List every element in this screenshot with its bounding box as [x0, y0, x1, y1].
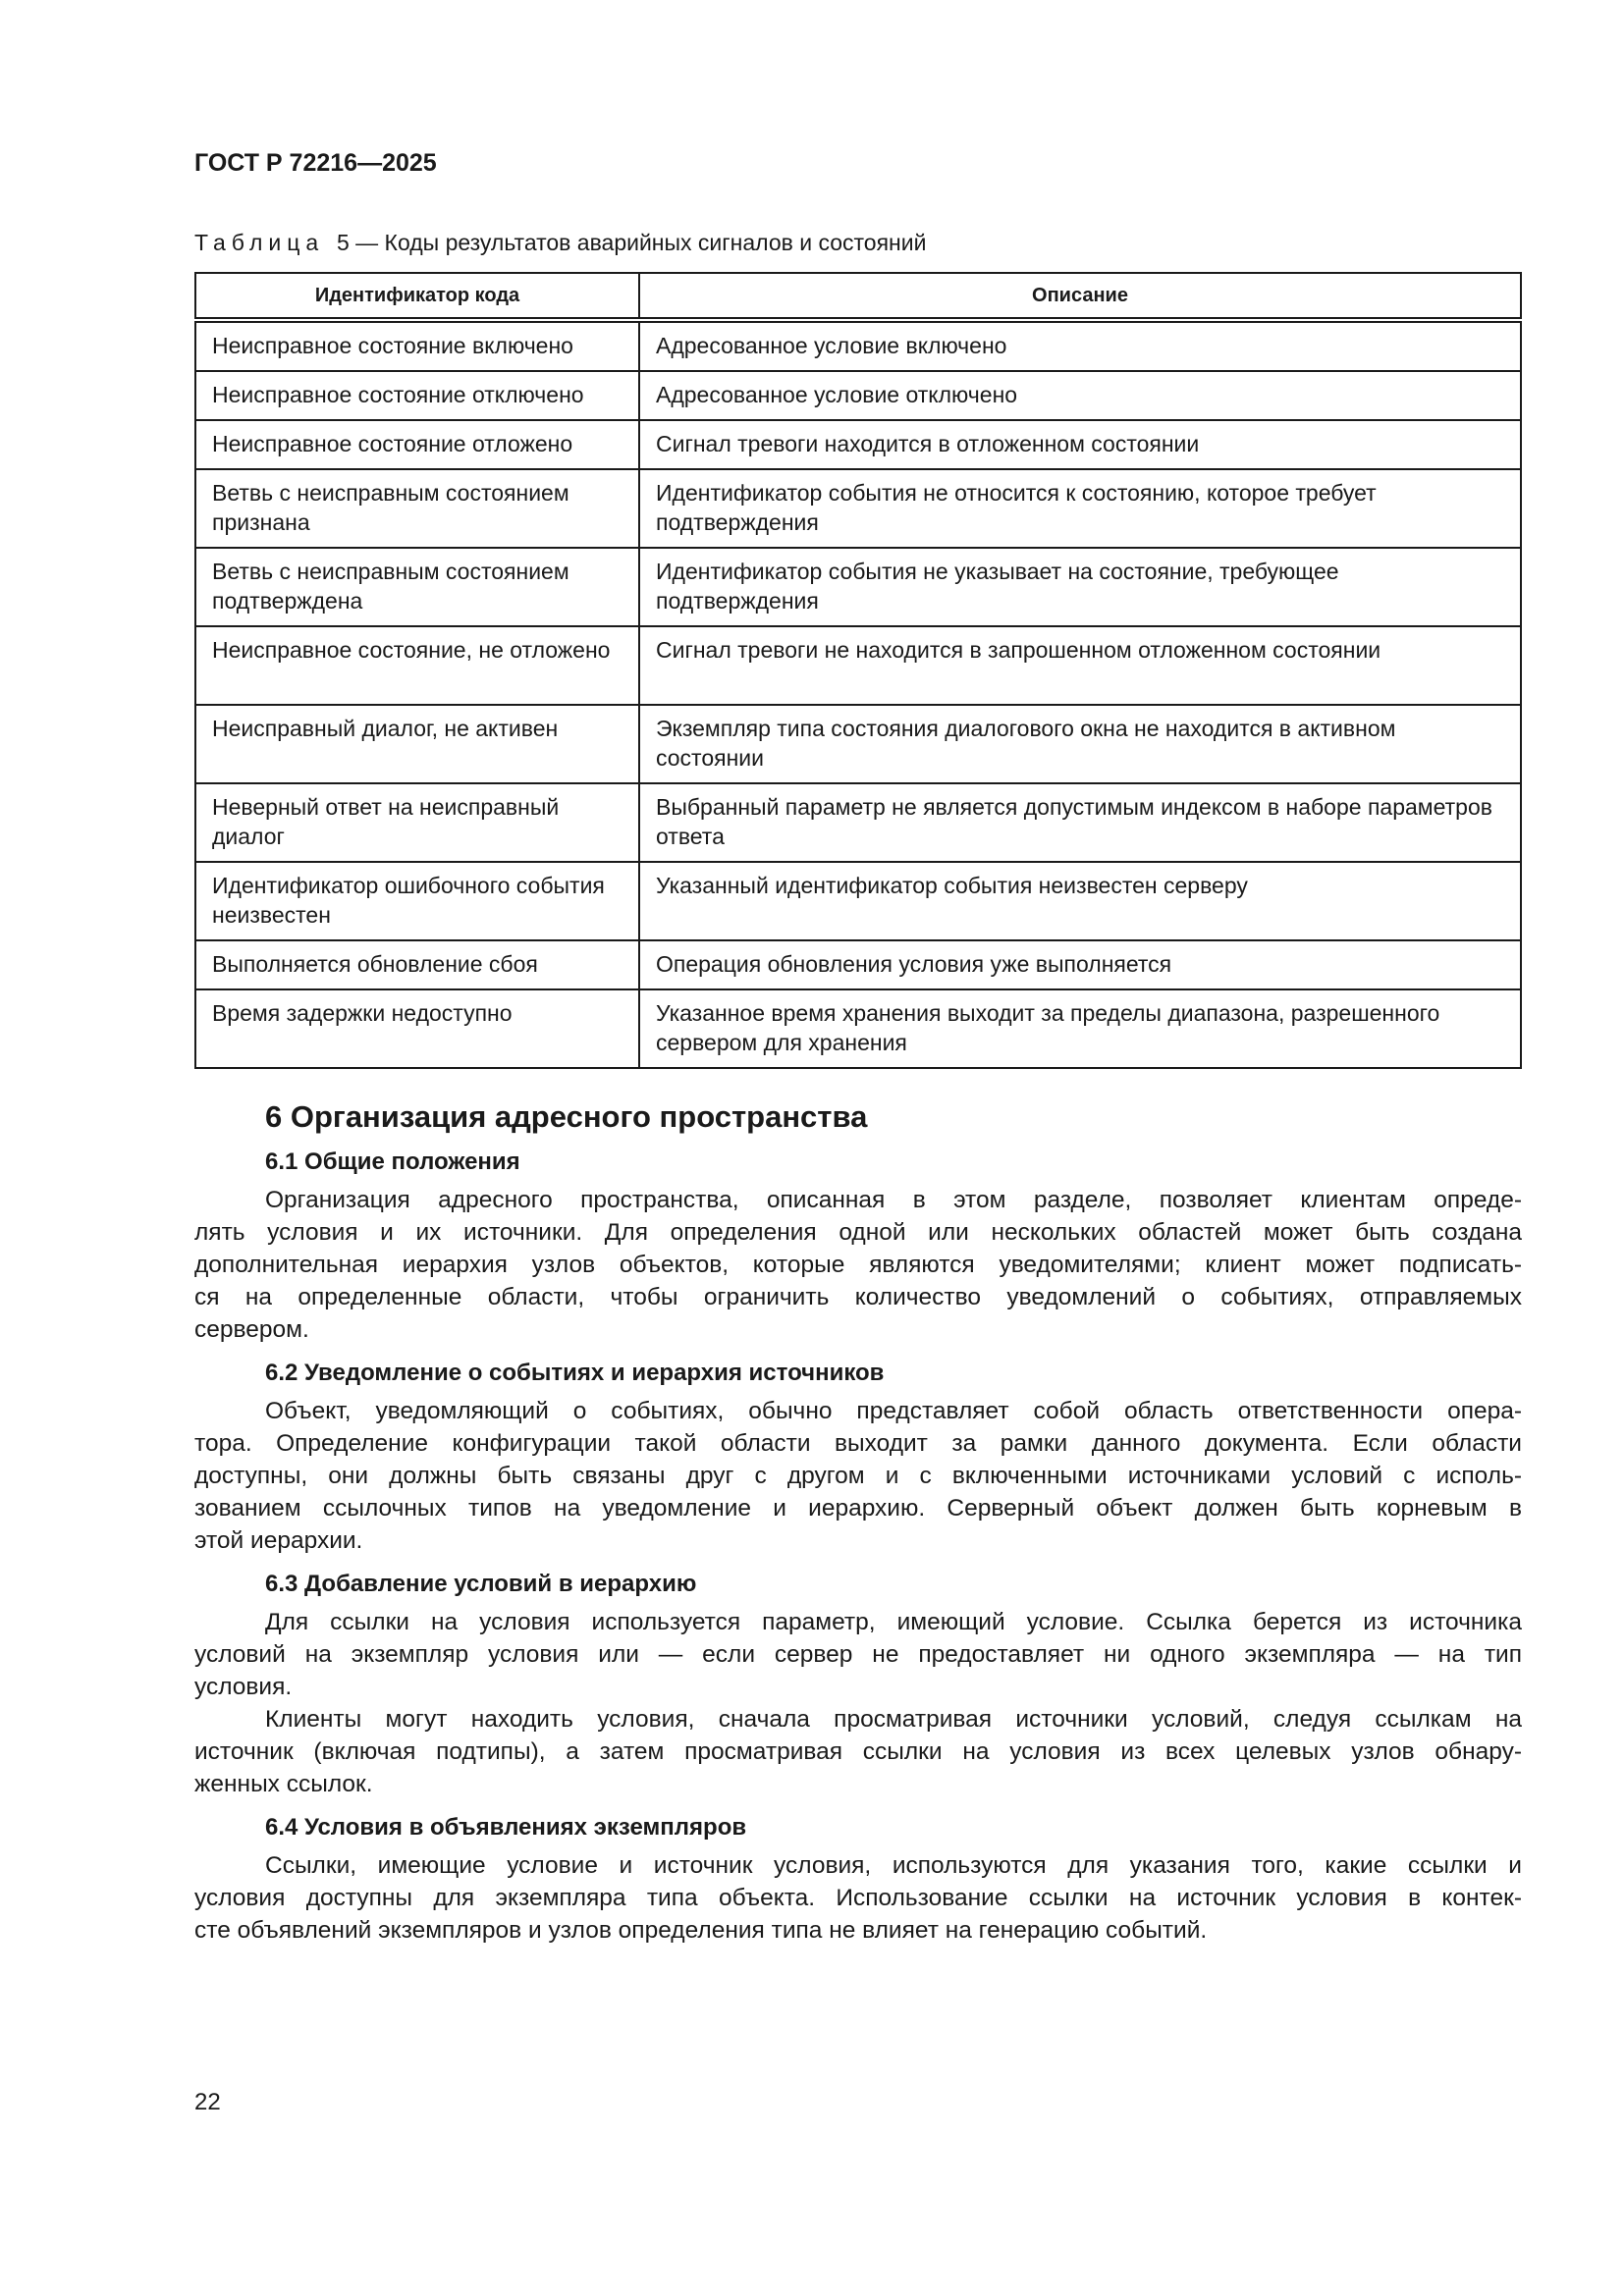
caption-number: 5: [336, 230, 350, 255]
paragraph: [194, 1184, 1522, 1346]
code-identifier-cell: Время задержки недоступно: [195, 989, 639, 1068]
description-cell: Указанный идентификатор события неизвестен серверу: [639, 862, 1521, 940]
table-row: [195, 626, 1521, 705]
paragraph-line: тора. Определение конфигурации такой области выходит за рамки данного документа. Если области: [194, 1430, 1522, 1457]
paragraph-line: сервером.: [194, 1316, 309, 1343]
paragraph-line: ся на определенные области, чтобы ограничить количество уведомлений о событиях, отправляемых: [194, 1284, 1522, 1310]
paragraph-line: сте объявлений экземпляров и узлов определения типа не влияет на генерацию событий.: [194, 1917, 1208, 1944]
result-codes-table: [194, 272, 1522, 1069]
document-id: ГОСТ Р 72216—2025: [194, 149, 437, 177]
table-row: [195, 705, 1521, 783]
subsection-title: 6.4 Условия в объявлениях экземпляров: [265, 1814, 747, 1841]
paragraph-line: источник (включая подтипы), а затем просматривая ссылки на условия из всех целевых узлов обнару-: [194, 1738, 1522, 1765]
section-title: 6 Организация адресного пространства: [265, 1099, 868, 1134]
description-cell: Идентификатор события не относится к состоянию, которое требует подтверждения: [639, 469, 1521, 548]
code-identifier-cell: Выполняется обновление сбоя: [195, 940, 639, 989]
code-identifier-cell: Ветвь с неисправным состоянием признана: [195, 469, 639, 548]
table-row: [195, 469, 1521, 548]
table-row: [195, 420, 1521, 469]
paragraph-line: условий на экземпляр условия или — если сервер не предоставляет ни одного экземпляра — на тип: [194, 1641, 1522, 1668]
code-identifier-cell: Неисправное состояние, не отложено: [195, 626, 639, 705]
table-row: [195, 783, 1521, 862]
description-cell: Сигнал тревоги не находится в запрошенном отложенном состоянии: [639, 626, 1521, 705]
table-row: [195, 940, 1521, 989]
description-cell: Выбранный параметр не является допустимым индексом в наборе параметров ответа: [639, 783, 1521, 862]
description-cell: Сигнал тревоги находится в отложенном состоянии: [639, 420, 1521, 469]
paragraph: [194, 1606, 1522, 1703]
table-row: [195, 548, 1521, 626]
description-cell: Идентификатор события не указывает на состояние, требующее подтверждения: [639, 548, 1521, 626]
code-identifier-cell: Неисправное состояние включено: [195, 320, 639, 371]
paragraph: [194, 1703, 1522, 1800]
caption-label: Таблица: [194, 230, 325, 255]
description-cell: Указанное время хранения выходит за пределы диапазона, разрешенного сервером для хранения: [639, 989, 1521, 1068]
paragraph-line: лять условия и их источники. Для определения одной или нескольких областей может быть создана: [194, 1219, 1522, 1246]
subsection-title: 6.3 Добавление условий в иерархию: [265, 1571, 697, 1597]
table-row: [195, 989, 1521, 1068]
table-row: [195, 320, 1521, 371]
paragraph-line: Клиенты могут находить условия, сначала просматривая источники условий, следуя ссылкам на: [265, 1706, 1522, 1733]
paragraph-line: Организация адресного пространства, описанная в этом разделе, позволяет клиентам опреде-: [265, 1187, 1522, 1213]
code-identifier-cell: Неверный ответ на неисправный диалог: [195, 783, 639, 862]
code-identifier-cell: Неисправный диалог, не активен: [195, 705, 639, 783]
paragraph-line: Ссылки, имеющие условие и источник условия, используются для указания того, какие ссылки и: [265, 1852, 1522, 1879]
table-caption: [194, 230, 926, 256]
column-header-description: Описание: [639, 273, 1521, 320]
description-cell: Экземпляр типа состояния диалогового окна не находится в активном состоянии: [639, 705, 1521, 783]
page-number: 22: [194, 2089, 221, 2115]
description-cell: Адресованное условие отключено: [639, 371, 1521, 420]
paragraph-line: этой иерархии.: [194, 1527, 363, 1554]
code-identifier-cell: Идентификатор ошибочного события неизвестен: [195, 862, 639, 940]
section-6: [194, 1099, 1522, 1947]
code-identifier-cell: Неисправное состояние отложено: [195, 420, 639, 469]
caption-text: — Коды результатов аварийных сигналов и состояний: [349, 230, 927, 255]
paragraph-line: Объект, уведомляющий о событиях, обычно представляет собой область ответственности опера-: [265, 1398, 1522, 1424]
subsection-title: 6.2 Уведомление о событиях и иерархия источников: [265, 1360, 885, 1386]
paragraph: [194, 1395, 1522, 1557]
code-identifier-cell: Неисправное состояние отключено: [195, 371, 639, 420]
subsection-title: 6.1 Общие положения: [265, 1148, 520, 1175]
table-header-row: [195, 273, 1521, 320]
description-cell: Операция обновления условия уже выполняется: [639, 940, 1521, 989]
code-identifier-cell: Ветвь с неисправным состоянием подтверждена: [195, 548, 639, 626]
table-row: [195, 862, 1521, 940]
table-row: [195, 371, 1521, 420]
paragraph-line: дополнительная иерархия узлов объектов, которые являются уведомителями; клиент может подписать-: [194, 1252, 1522, 1278]
paragraph: [194, 1849, 1522, 1947]
description-cell: Адресованное условие включено: [639, 320, 1521, 371]
paragraph-line: зованием ссылочных типов на уведомление и иерархию. Серверный объект должен быть корневым в: [194, 1495, 1522, 1522]
paragraph-line: Для ссылки на условия используется параметр, имеющий условие. Ссылка берется из источника: [265, 1609, 1522, 1635]
paragraph-line: условия.: [194, 1674, 293, 1700]
paragraph-line: женных ссылок.: [194, 1771, 373, 1797]
paragraph-line: условия доступны для экземпляра типа объекта. Использование ссылки на источник условия в контек-: [194, 1885, 1522, 1911]
paragraph-line: доступны, они должны быть связаны друг с другом и с включенными источниками условий с исполь-: [194, 1463, 1522, 1489]
column-header-code-id: Идентификатор кода: [195, 273, 639, 320]
